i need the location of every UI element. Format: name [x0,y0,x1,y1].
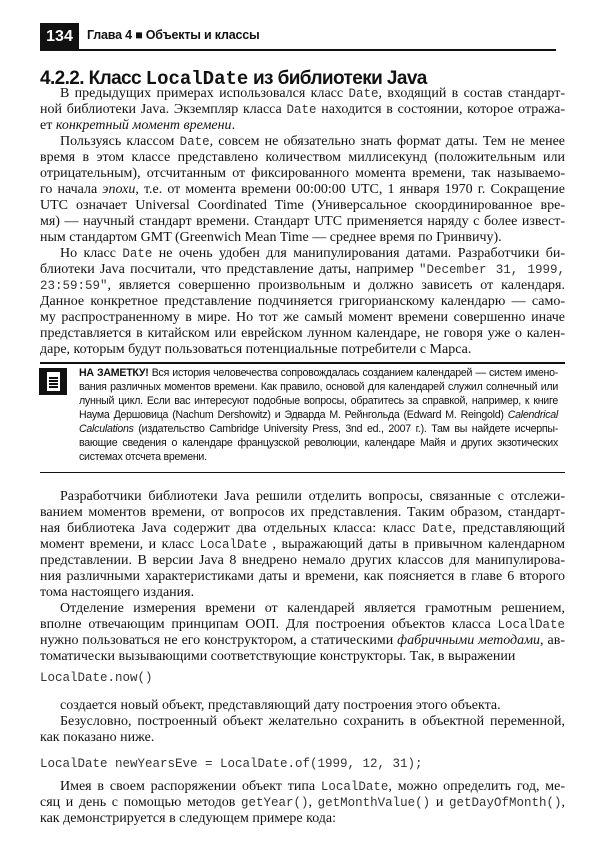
text-line [79,437,558,451]
text-run: го начала [40,182,103,197]
italic-text: фабричными методами [397,633,541,648]
text-run: ванием моментов времени, от вопросов их представления. Таким образом, стандарт- [40,505,565,520]
text-run: вания различных моментов времени. Как правило, основой для календарей служил солнечный или [79,381,558,393]
text-run: не очень удобен для манипулирования датами. Разработчики би- [152,246,565,261]
text-line [40,601,565,617]
text-line [79,409,558,423]
text-line [40,86,565,102]
text-run: мя) — научный стандарт времени. Стандарт UTC применяется наряду с более извест- [40,214,565,229]
inline-code: Date [286,103,317,117]
text-run: Имея в своем распоряжении объект типа [60,779,321,794]
text-run: представлении. В версии Java 8 внедрено немало других классов для манипулирова- [40,553,565,568]
text-line [40,714,565,730]
text-run: томатически вызывающими соответствующие конструкторы. Так, в выражении [40,649,516,664]
text-run: . [231,118,236,133]
italic-text: Calendrical [507,409,558,421]
note-text [79,367,558,465]
inline-code: Date [348,87,379,101]
text-run: создается новый объект, представляющий дату построения этого объекта. [60,698,501,713]
heading-code: LocalDate [145,68,249,90]
text-line [40,521,565,537]
text-run: му распространенному в мире. Но тот же самый момент времени совершенно иначе [40,310,565,325]
text-run: (издательство Cambridge University Press, 3nd ed., 2007 г.). Там вы найдете исчерпы- [133,423,558,435]
inline-code: Date [179,135,210,149]
text-line [40,246,565,262]
code-sample-now: LocalDate.now() [40,671,153,685]
text-run: Но класс [60,246,123,261]
text-line [40,730,565,746]
inline-code: getYear() [240,796,309,810]
text-run: Безусловно, построенный объект желательно сохранить в объектной переменной, [60,714,565,729]
text-line [40,537,565,553]
text-run: Отделение измерения времени от календарей является грамотным решением, [60,601,565,616]
page-number: 134 [40,23,79,50]
text-run: Разработчики библиотеки Java решили отделить вопросы, связанные с отслежи- [60,489,565,504]
note-label: НА ЗАМЕТКУ! [79,367,149,379]
inline-code: LocalDate [320,780,389,794]
inline-code: getMonthValue() [317,796,431,810]
inline-code: LocalDate [199,538,268,552]
text-line [79,381,558,395]
text-run: , [561,795,565,810]
text-run: вполне отвечающим принципам ООП. Для построения объектов класса [40,617,498,632]
text-line [40,569,565,585]
text-line [40,102,565,118]
text-run: как демонстрируется в следующем примере кода: [40,811,337,826]
body-text-after-code2 [40,779,565,827]
text-run: , является совершенно произвольным и должно зависеть от календаря. [107,278,565,293]
heading-prefix: 4.2.2. Класс [40,68,146,89]
body-text-top [40,86,565,358]
text-run: , можно определить год, ме- [388,779,565,794]
text-run: вающие сведения о календаре французской революции, календаре Майя и других экзотических [79,437,558,449]
text-run: сяц и день с помощью методов [40,795,241,810]
text-line [40,294,565,310]
heading-suffix: из библиотеки Java [248,68,427,89]
text-line [40,166,565,182]
text-run: , [308,795,318,810]
text-run: UTC означает Universal Coordinated Time (Универсальное скоординированное вре- [40,198,565,213]
text-run: , выражающий даты в привычном календарном [267,537,565,552]
text-line [40,182,565,198]
text-run: время в этом классе представлено количеством миллисекунд (положительным или [40,150,565,165]
text-run: , т.е. от момента времени 00:00:00 UTC, 1 января 1970 г. Сокращение [135,182,565,197]
text-run: ния различными характеристиками даты и времени, как поясняется в главе 6 второго [40,569,565,584]
note-page-icon [39,368,67,395]
header-rule [40,49,556,51]
text-run: лунный цикл. Если вас интересуют подобные вопросы, обратитесь за справкой, например, к книге [79,395,558,407]
text-run: , ав- [540,633,565,648]
text-line [40,795,565,811]
running-head: Глава 4 ■ Объекты и классы [87,28,260,42]
text-line [40,633,565,649]
code-sample-of: LocalDate newYearsEve = LocalDate.of(1999, 12, 31); [40,757,423,771]
italic-text: эпохи [102,182,136,197]
inline-code: getDayOfMonth() [448,796,562,810]
inline-code: "December 31, 1999, [418,263,565,277]
text-line [40,310,565,326]
text-run: , входящий в состав стандарт- [378,86,565,101]
note-top-rule [40,362,565,364]
text-run: системах отсчета времени. [79,451,207,463]
inline-code: 23:59:59" [40,279,108,293]
text-line [40,505,565,521]
text-line [40,262,565,278]
text-run: ет [40,118,56,133]
text-line [40,326,565,342]
text-run: момент времени, и класс [40,537,200,552]
text-line [40,649,565,665]
text-line [79,367,558,381]
inline-code: Date [122,247,153,261]
text-run: отрицательным), отсчитанным от фиксированного момента времени, так называемо- [40,166,565,181]
text-line [40,150,565,166]
text-line [40,585,565,601]
text-line [40,134,565,150]
text-run: как показано ниже. [40,730,155,745]
text-line [40,214,565,230]
text-line [79,451,558,465]
text-line [40,489,565,505]
note-bottom-rule [40,472,565,473]
body-text-mid [40,489,565,665]
text-run: Данное конкретное представление подчиняется григорианскому календарю — само- [40,294,565,309]
text-run: Вся история человечества сопровождалась созданием календарей — систем имено- [148,367,558,379]
text-run: Наума Дершовица (Nachum Dershowitz) и Эдварда М. Рейнгольда (Edward M. Reingold) [79,409,508,421]
text-line [79,395,558,409]
text-run: ной библиотеки Java. Экземпляр класса [40,102,287,117]
text-run: тома настоящего издания. [40,585,195,600]
text-line [40,811,565,827]
text-run: нужно пользоваться не его конструктором, а статическими [40,633,398,648]
text-run: , представляющий [452,521,566,536]
text-line [40,779,565,795]
text-run: Пользуясь классом [60,134,180,149]
text-run: ная библиотека Java содержит два отдельных класса: класс [40,521,423,536]
text-line [40,698,565,714]
inline-code: LocalDate [497,618,565,632]
text-run: ным стандартом GMT (Greenwich Mean Time — среднее время по Гринвичу). [40,230,502,245]
text-line [40,118,565,134]
italic-text: Calculations [79,423,134,435]
text-line [40,198,565,214]
text-run: представляется в китайском или еврейском лунном календаре, не говоря уже о кален- [40,326,565,341]
text-line [40,278,565,294]
body-text-after-code1 [40,698,565,746]
text-line [40,342,565,358]
text-line [40,617,565,633]
text-run: находится в состоянии, которое отража- [316,102,565,117]
text-line [79,423,558,437]
text-line [40,230,565,246]
italic-text: конкретный момент времени [55,118,232,133]
text-run: даре, которым будут пользоваться потенциальные потребители с Марса. [40,342,472,357]
text-run: и [430,795,449,810]
text-line [40,553,565,569]
text-run: В предыдущих примерах использовался класс [60,86,349,101]
text-run: , совсем не обязательно знать формат даты. Тем не менее [209,134,565,149]
text-run: блиотеки Java посчитали, что представление даты, например [40,262,419,277]
inline-code: Date [422,522,453,536]
